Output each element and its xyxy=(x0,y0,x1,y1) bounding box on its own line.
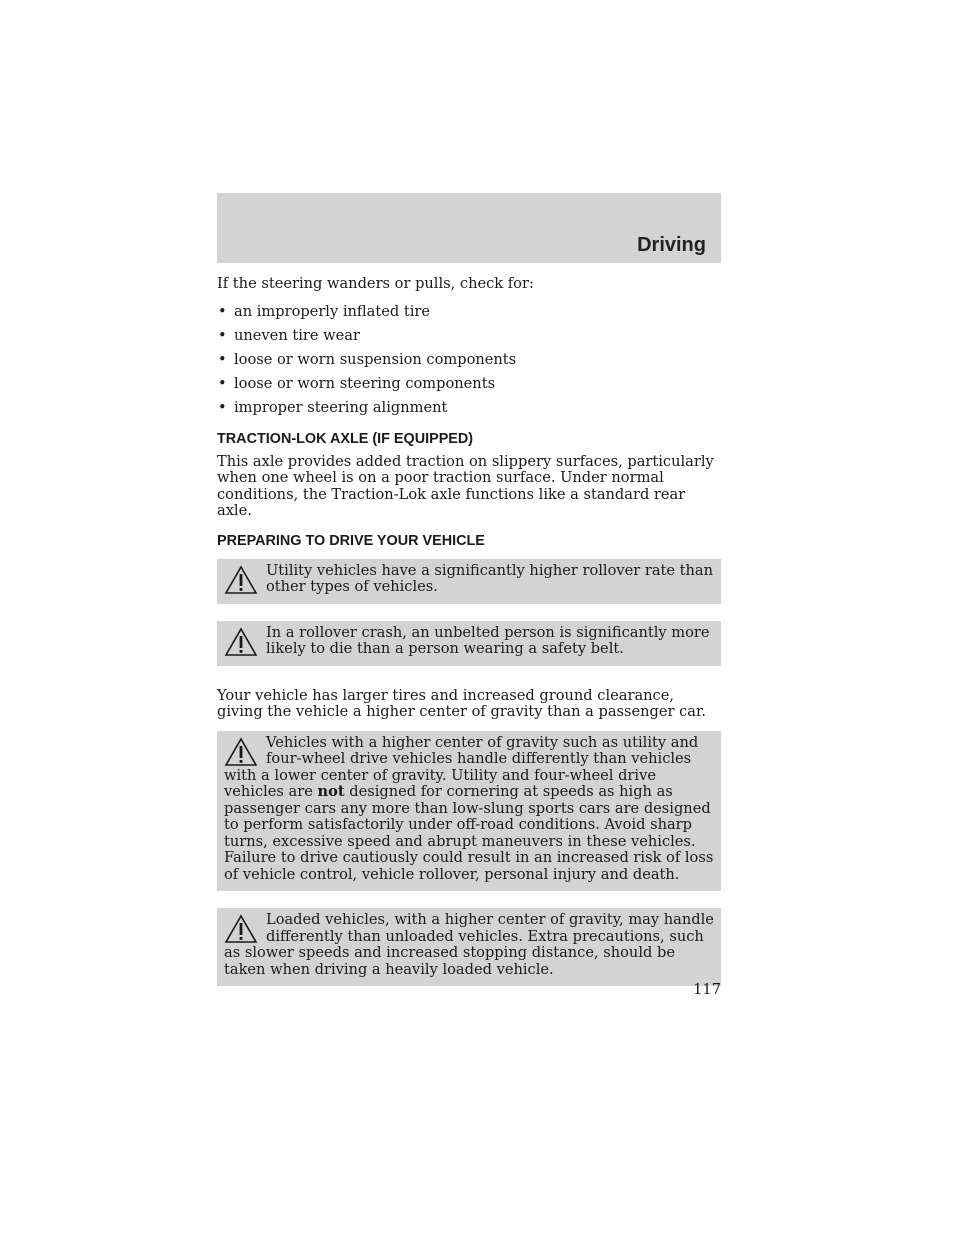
warning-box-center-of-gravity xyxy=(217,731,721,892)
warning-triangle-icon xyxy=(224,914,258,944)
warning-text: Vehicles with a higher center of gravity such as utility and four-wheel drive vehicles handle differently than vehicles with a lower center of gravity. Utility and four-wheel drive vehicles are not designed for cornering at speeds as high as passenger cars any more than low-slung sports cars are designed to perform satisfactorily under off-road conditions. Avoid sharp turns, excessive speed and abrupt maneuvers in these vehicles. Failure to drive cautiously could result in an increased risk of loss of vehicle control, vehicle rollover, personal injury and death. xyxy=(224,733,714,883)
warning-triangle-icon xyxy=(224,737,258,767)
center-of-gravity-paragraph: Your vehicle has larger tires and increased ground clearance, giving the vehicle a higher center of gravity than a passenger car. xyxy=(217,686,707,720)
preparing-heading: PREPARING TO DRIVE YOUR VEHICLE xyxy=(217,532,485,549)
bullet-icon: • xyxy=(218,350,227,368)
warning-text: In a rollover crash, an unbelted person is significantly more likely to die than a person wearing a safety belt. xyxy=(266,623,710,657)
bullet-icon: • xyxy=(218,398,227,416)
warning-box-rollover-rate xyxy=(217,559,721,604)
warning-triangle-icon xyxy=(224,627,258,657)
bullet-icon: • xyxy=(218,374,227,392)
check-list xyxy=(217,300,721,420)
bullet-icon: • xyxy=(218,302,227,320)
list-item: • uneven tire wear xyxy=(217,324,721,348)
warning-box-unbelted xyxy=(217,621,721,666)
traction-body: This axle provides added traction on slippery surfaces, particularly when one wheel is on a poor traction surface. Under normal conditions, the Traction-Lok axle functions like a standard rear axle. xyxy=(217,452,714,519)
section-title: Driving xyxy=(637,234,706,256)
traction-heading: TRACTION-LOK AXLE (IF EQUIPPED) xyxy=(217,430,474,447)
page-content xyxy=(217,276,721,986)
warning-box-loaded-vehicles xyxy=(217,908,721,986)
list-item: • loose or worn suspension components xyxy=(217,348,721,372)
list-item: • an improperly inflated tire xyxy=(217,300,721,324)
warning-triangle-icon xyxy=(224,565,258,595)
list-item: • improper steering alignment xyxy=(217,396,721,420)
emphasis-not: not xyxy=(317,783,345,800)
warning-text: Loaded vehicles, with a higher center of gravity, may handle differently than unloaded vehicles. Extra precautions, such as slower speeds and increased stopping distance, should be taken when driving a heavily loaded vehicle. xyxy=(224,911,714,978)
list-item: • loose or worn steering components xyxy=(217,372,721,396)
page-number: 117 xyxy=(693,981,721,998)
header-band xyxy=(217,193,721,263)
intro-text: If the steering wanders or pulls, check for: xyxy=(217,275,534,292)
warning-text: Utility vehicles have a significantly higher rollover rate than other types of vehicles. xyxy=(266,561,714,595)
bullet-icon: • xyxy=(218,326,227,344)
